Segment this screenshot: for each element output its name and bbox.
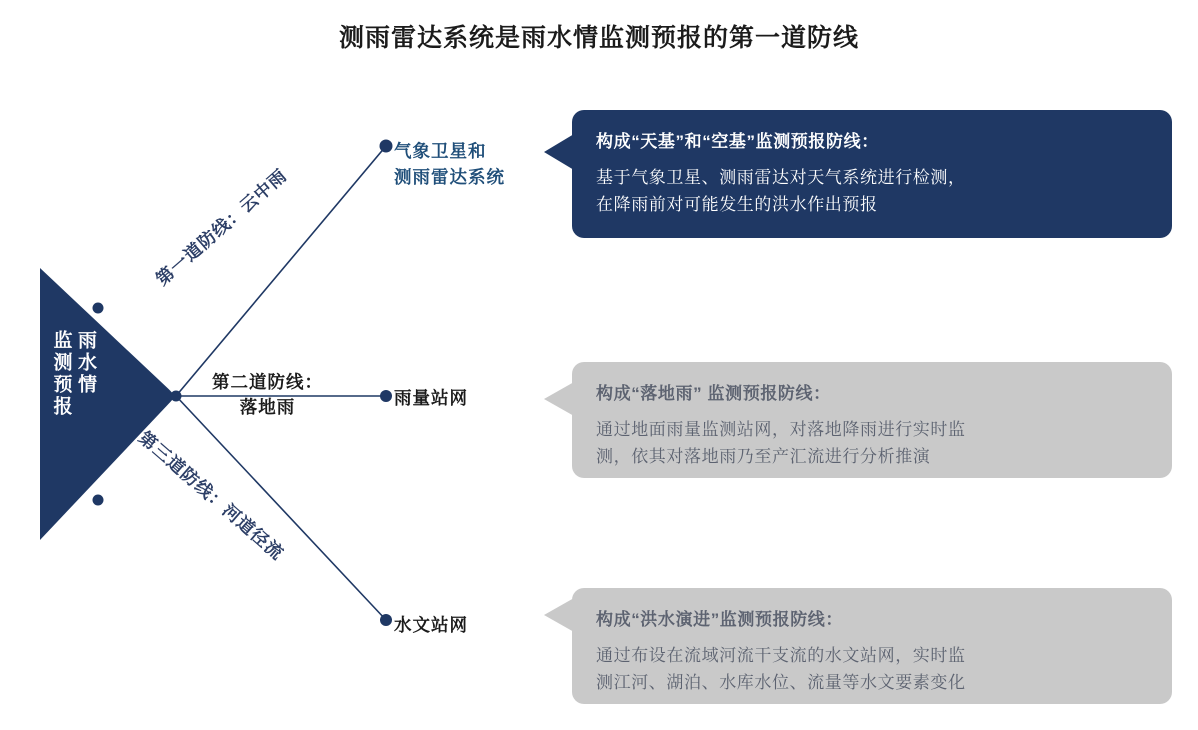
- callout-1-body-line-2: 在降雨前对可能发生的洪水作出预报: [596, 195, 878, 215]
- page-title: 测雨雷达系统是雨水情监测预报的第一道防线: [338, 24, 859, 52]
- branch-1-node-title: [394, 138, 505, 191]
- callout-2-head: 构成“落地雨” 监测预报防线：: [596, 384, 831, 403]
- branch-1-dot: [380, 140, 393, 153]
- callout-3-body-line-2: 测江河、湖泊、水库水位、流量等水文要素变化: [596, 673, 966, 693]
- root-triangle: [40, 268, 176, 540]
- branch-1-node-title-line-1: 气象卫星和: [394, 141, 487, 161]
- hub-dot: [171, 391, 182, 402]
- callout-2-body-line-2: 测，依其对落地雨乃至产汇流进行分析推演: [596, 447, 931, 467]
- branch-2-dot: [380, 390, 392, 402]
- root-dot-lower: [93, 495, 104, 506]
- branch-1-edge-label: 第一道防线：云中雨: [151, 165, 291, 290]
- callout-1-head: 构成“天基”和“空基”监测预报防线：: [596, 132, 879, 151]
- callout-box-1: [572, 110, 1172, 238]
- root-label-col-2: 雨水情: [75, 330, 97, 396]
- callout-2-body-line-1: 通过地面雨量监测站网，对落地降雨进行实时监: [596, 419, 966, 439]
- branch-3-dot: [380, 614, 392, 626]
- branch-1-node-title-line-2: 测雨雷达系统: [394, 167, 505, 188]
- root-label-col-1: 监测预报: [50, 330, 72, 418]
- branch-3-node-title: 水文站网: [394, 615, 468, 635]
- root-dot-upper: [93, 303, 104, 314]
- callout-3-head: 构成“洪水演进”监测预报防线：: [596, 610, 843, 629]
- branch-2-edge-label-line-2: 落地雨: [239, 397, 296, 418]
- callout-1-pointer: [544, 134, 574, 170]
- callout-3-pointer: [544, 598, 574, 632]
- branch-2-edge-label-line-1: 第二道防线：: [212, 372, 323, 392]
- callout-3-body-line-1: 通过布设在流域河流干支流的水文站网，实时监: [596, 645, 966, 665]
- callout-1-body-line-1: 基于气象卫星、测雨雷达对天气系统进行检测，: [596, 167, 966, 187]
- callout-box-3: [572, 588, 1172, 704]
- branch-2-node-title: 雨量站网: [394, 388, 468, 408]
- branch-2-edge-label: [212, 370, 323, 421]
- callout-2-pointer: [544, 382, 574, 416]
- branch-3-edge-label: 第三道防线：河道径流: [134, 427, 288, 564]
- callout-box-2: [572, 362, 1172, 478]
